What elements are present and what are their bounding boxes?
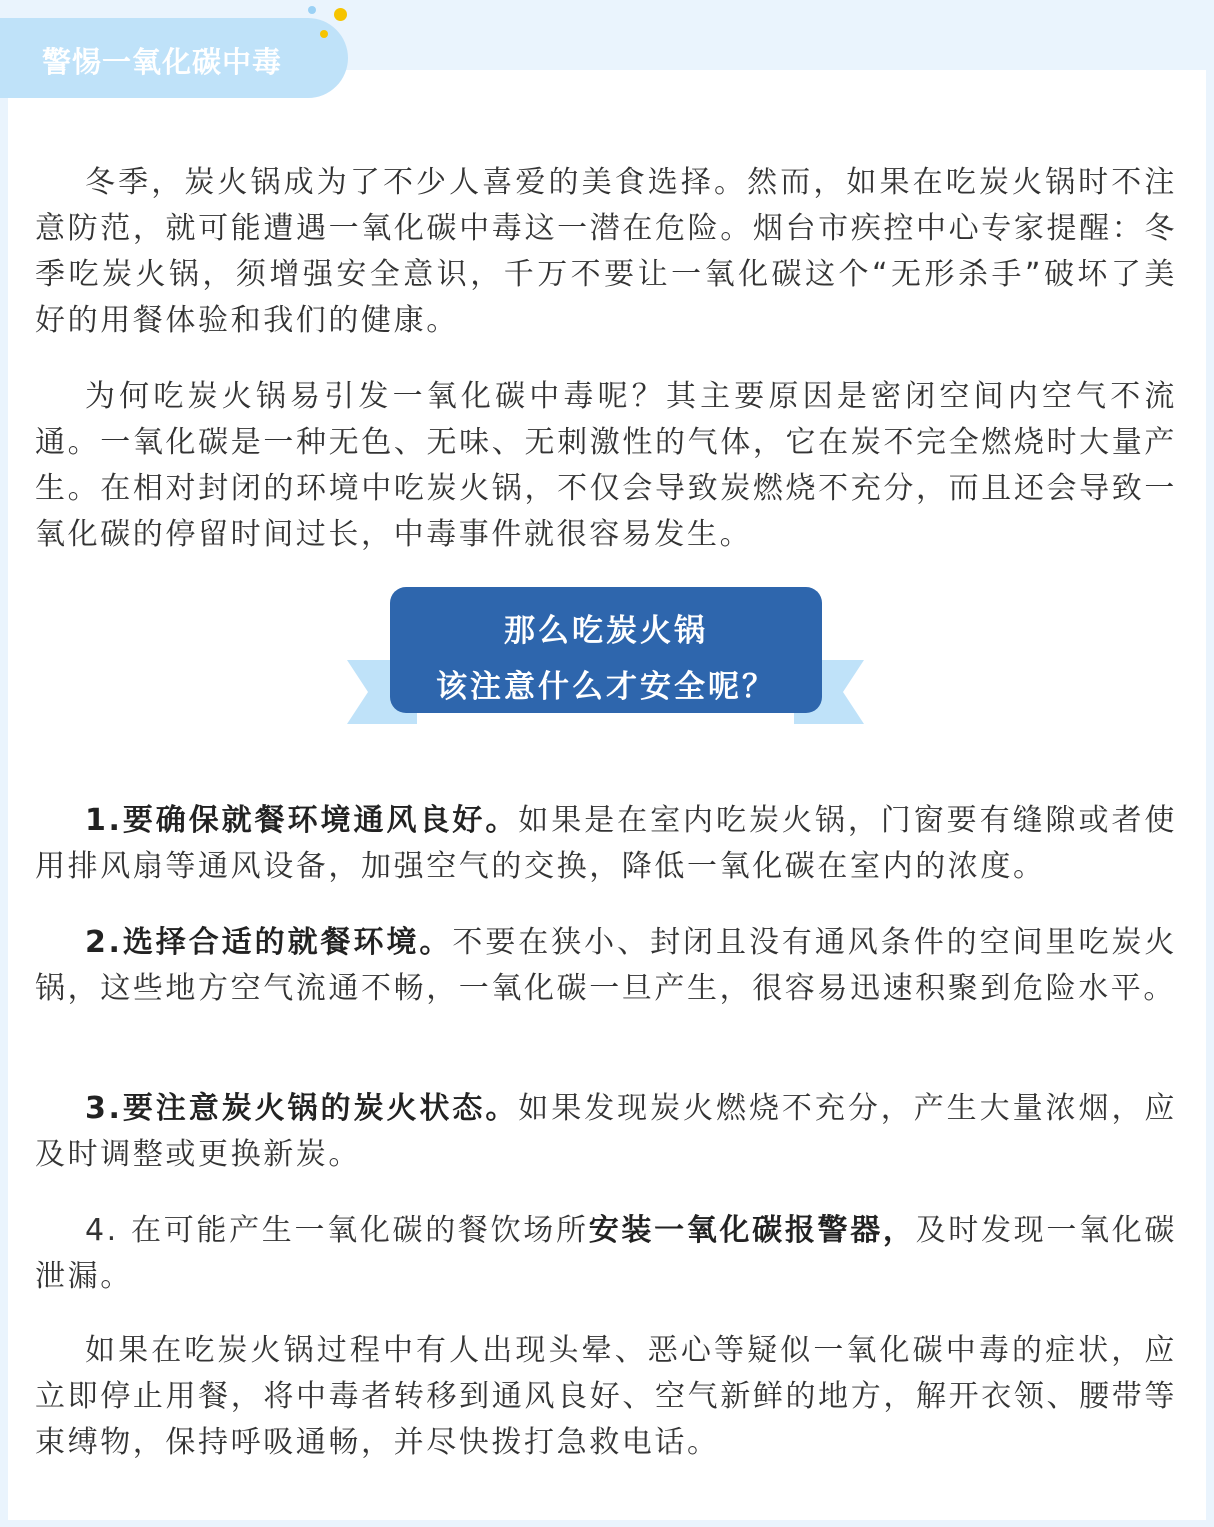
page-title: 警惕一氧化碳中毒 (42, 45, 283, 79)
tip-4 (35, 1208, 1177, 1300)
intro-paragraph-1: 冬季，炭火锅成为了不少人喜爱的美食选择。然而，如果在吃炭火锅时不注意防范，就可能遭遇一氧化碳中毒这一潜在危险。烟台市疾控中心专家提醒：冬季吃炭火锅，须增强安全意识，千万不要让一氧化碳这个“无形杀手”破坏了美好的用餐体验和我们的健康。 (35, 165, 1177, 338)
banner-line-2: 该注意什么才安全呢？ (436, 669, 776, 705)
closing-paragraph: 如果在吃炭火锅过程中有人出现头晕、恶心等疑似一氧化碳中毒的症状，应立即停止用餐，将中毒者转移到通风良好、空气新鲜的地方，解开衣领、腰带等束缚物，保持呼吸通畅，并尽快拨打急救电话。 (35, 1333, 1177, 1460)
tip-1-lead: 1.要确保就餐环境通风良好。 (85, 803, 519, 838)
tip-3-text: 如果发现炭火燃烧不充分，产生大量浓烟，应及时调整或更换新炭。 (35, 1091, 1178, 1172)
tip-1-text: 如果是在室内吃炭火锅，门窗要有缝隙或者使用排风扇等通风设备，加强空气的交换，降低一氧化碳在室内的浓度。 (35, 803, 1178, 884)
decor-dot (308, 6, 316, 14)
tip-2-lead: 2.选择合适的就餐环境。 (85, 925, 453, 960)
tip-3 (35, 1086, 1177, 1178)
tip-4-bold: 安装一氧化碳报警器， (588, 1213, 916, 1248)
banner-line-1: 那么吃炭火锅 (504, 613, 708, 649)
section-banner (390, 587, 822, 713)
tip-2 (35, 920, 1177, 1012)
decor-dot (320, 30, 328, 38)
tip-2-text: 不要在狭小、封闭且没有通风条件的空间里吃炭火锅，这些地方空气流通不畅，一氧化碳一旦产生，很容易迅速积聚到危险水平。 (35, 925, 1177, 1006)
intro-paragraph-2: 为何吃炭火锅易引发一氧化碳中毒呢？其主要原因是密闭空间内空气不流通。一氧化碳是一种无色、无味、无刺激性的气体，它在炭不完全燃烧时大量产生。在相对封闭的环境中吃炭火锅，不仅会导致炭燃烧不充分，而且还会导致一氧化碳的停留时间过长，中毒事件就很容易发生。 (35, 379, 1177, 552)
tip-1 (35, 798, 1177, 890)
decor-dot (334, 8, 347, 21)
tip-4-post: 及时发现一氧化碳泄漏。 (35, 1213, 1177, 1294)
tip-4-pre: 4. 在可能产生一氧化碳的餐饮场所 (85, 1213, 589, 1248)
tip-3-lead: 3.要注意炭火锅的炭火状态。 (85, 1091, 519, 1126)
